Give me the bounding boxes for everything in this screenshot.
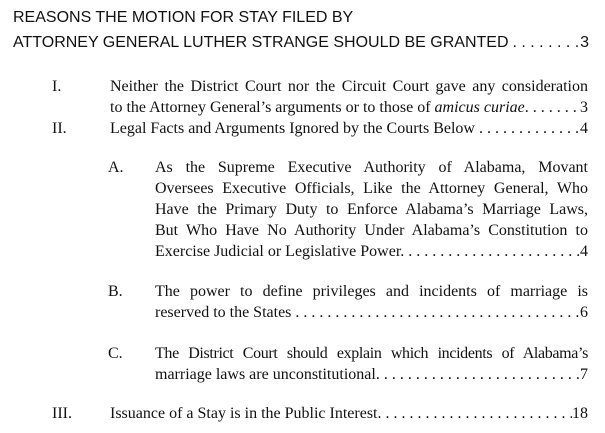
toc-entry-line <box>110 118 588 139</box>
leader-dots <box>291 302 580 323</box>
toc-entry-italic: amicus curiae <box>434 99 525 116</box>
toc-heading-line-1: REASONS THE MOTION FOR STAY FILED BY <box>13 9 354 26</box>
toc-entry-line: The District Court should explain which incidents of Alabama’s <box>155 345 588 362</box>
leader-dots <box>380 364 580 385</box>
toc-entry-last-line <box>155 302 588 323</box>
toc-entry-line: Have the Primary Duty to Enforce Alabama’s Marriage Laws, <box>155 201 588 218</box>
page-number: 4 <box>580 120 588 137</box>
page-number: 6 <box>580 304 588 321</box>
page-number: 3 <box>580 34 589 51</box>
leader-dots <box>529 97 580 118</box>
toc-entry-text: Issuance of a Stay is in the Public Interest. <box>110 405 382 422</box>
subsection-letter: A. <box>108 159 124 176</box>
leader-dots <box>509 32 581 53</box>
toc-entry-line: But Who Have No Authority Under Alabama’s Constitution to <box>155 222 588 239</box>
toc-entry-last-line <box>110 97 588 118</box>
page-number: 3 <box>580 99 588 116</box>
section-numeral: III. <box>52 405 72 422</box>
toc-entry-line: As the Supreme Executive Authority of Alabama, Movant <box>155 159 588 176</box>
toc-entry-line <box>110 403 588 424</box>
toc-entry-text: . <box>524 99 529 116</box>
subsection-letter: C. <box>108 345 123 362</box>
toc-entry-last-line <box>155 364 588 385</box>
section-numeral: I. <box>52 78 62 95</box>
toc-heading-line-2 <box>13 32 589 53</box>
toc-entry-line: The power to define privileges and incidents of marriage is <box>155 283 588 300</box>
page-number: 4 <box>580 243 588 260</box>
toc-entry-line: Oversees Executive Officials, Like the Attorney General, Who <box>155 180 588 197</box>
toc-entry-line: Neither the District Court nor the Circuit Court gave any consideration <box>110 78 588 95</box>
leader-dots <box>404 241 580 262</box>
toc-entry-text: Legal Facts and Arguments Ignored by the Courts Below <box>110 120 475 137</box>
toc-entry-text: reserved to the States <box>155 304 292 321</box>
subsection-letter: B. <box>108 283 123 300</box>
toc-entry-text: to the Attorney General’s arguments or to those of <box>110 99 435 116</box>
leader-dots <box>475 118 580 139</box>
page-number: 7 <box>580 366 588 383</box>
toc-entry-last-line <box>155 241 588 262</box>
toc-entry-text: marriage laws are unconstitutional. <box>155 366 380 383</box>
section-numeral: II. <box>52 120 67 137</box>
leader-dots <box>382 403 573 424</box>
page-number: 18 <box>572 405 588 422</box>
toc-heading-text: ATTORNEY GENERAL LUTHER STRANGE SHOULD BE GRANTED <box>13 34 509 51</box>
toc-entry-text: Exercise Judicial or Legislative Power. <box>155 243 405 260</box>
